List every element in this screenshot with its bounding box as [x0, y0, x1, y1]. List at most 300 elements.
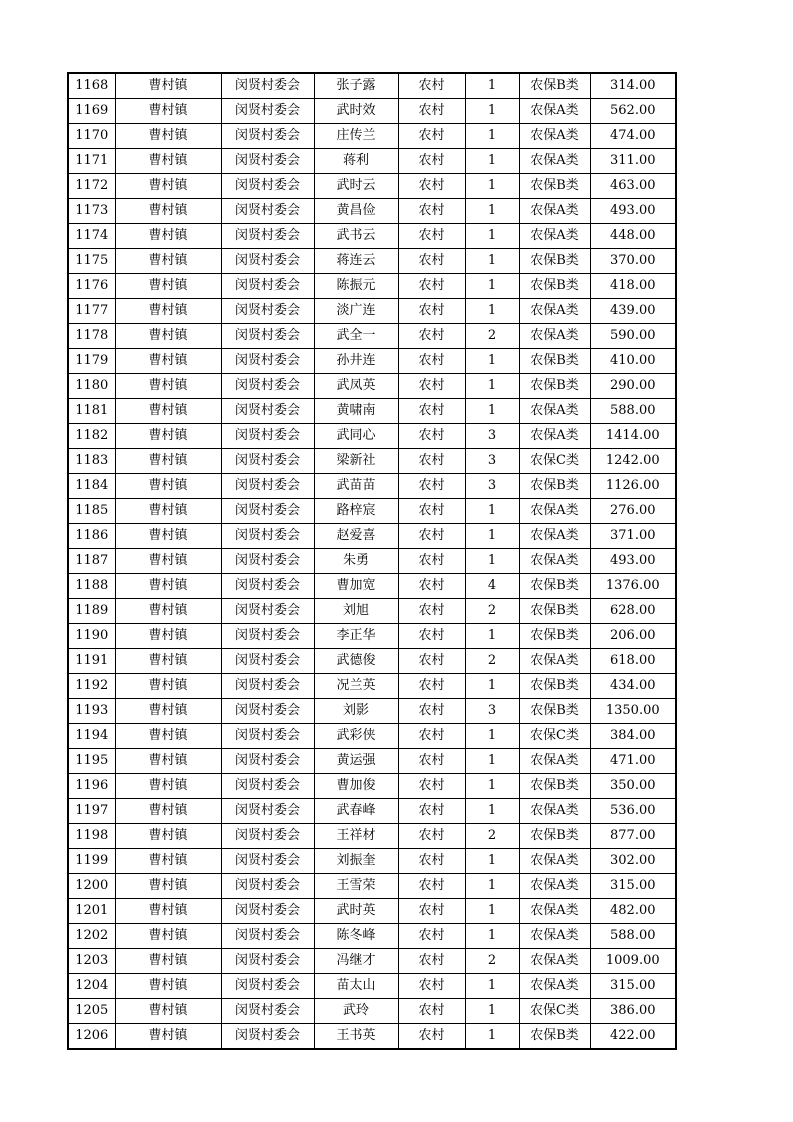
row-number-cell: 1169: [68, 99, 115, 124]
name-cell: 武玲: [314, 999, 398, 1024]
insurance-category-cell: 农保A类: [519, 799, 590, 824]
household-type-cell: 农村: [398, 749, 465, 774]
household-type-cell: 农村: [398, 124, 465, 149]
roster-body: [68, 73, 676, 1049]
table-row: [68, 349, 676, 374]
village-committee-cell: 闵贤村委会: [221, 749, 314, 774]
table-row: [68, 849, 676, 874]
town-cell: 曹村镇: [115, 924, 221, 949]
town-cell: 曹村镇: [115, 224, 221, 249]
town-cell: 曹村镇: [115, 574, 221, 599]
amount-cell: 493.00: [590, 549, 676, 574]
table-row: [68, 799, 676, 824]
row-number-cell: 1204: [68, 974, 115, 999]
row-number-cell: 1179: [68, 349, 115, 374]
amount-cell: 493.00: [590, 199, 676, 224]
table-row: [68, 249, 676, 274]
amount-cell: 482.00: [590, 899, 676, 924]
amount-cell: 1414.00: [590, 424, 676, 449]
village-committee-cell: 闵贤村委会: [221, 324, 314, 349]
village-committee-cell: 闵贤村委会: [221, 474, 314, 499]
person-count-cell: 2: [465, 649, 519, 674]
village-committee-cell: 闵贤村委会: [221, 174, 314, 199]
household-type-cell: 农村: [398, 599, 465, 624]
town-cell: 曹村镇: [115, 824, 221, 849]
insurance-category-cell: 农保B类: [519, 699, 590, 724]
table-row: [68, 549, 676, 574]
insurance-category-cell: 农保A类: [519, 849, 590, 874]
town-cell: 曹村镇: [115, 874, 221, 899]
town-cell: 曹村镇: [115, 699, 221, 724]
household-type-cell: 农村: [398, 799, 465, 824]
table-row: [68, 999, 676, 1024]
row-number-cell: 1171: [68, 149, 115, 174]
insurance-category-cell: 农保B类: [519, 474, 590, 499]
name-cell: 黄昌俭: [314, 199, 398, 224]
table-row: [68, 724, 676, 749]
amount-cell: 370.00: [590, 249, 676, 274]
town-cell: 曹村镇: [115, 174, 221, 199]
town-cell: 曹村镇: [115, 1024, 221, 1050]
person-count-cell: 1: [465, 624, 519, 649]
village-committee-cell: 闵贤村委会: [221, 949, 314, 974]
table-row: [68, 649, 676, 674]
person-count-cell: 1: [465, 524, 519, 549]
person-count-cell: 1: [465, 499, 519, 524]
table-row: [68, 149, 676, 174]
table-row: [68, 124, 676, 149]
household-type-cell: 农村: [398, 874, 465, 899]
household-type-cell: 农村: [398, 974, 465, 999]
amount-cell: 1009.00: [590, 949, 676, 974]
town-cell: 曹村镇: [115, 449, 221, 474]
town-cell: 曹村镇: [115, 199, 221, 224]
household-type-cell: 农村: [398, 424, 465, 449]
row-number-cell: 1186: [68, 524, 115, 549]
insurance-category-cell: 农保B类: [519, 174, 590, 199]
household-type-cell: 农村: [398, 999, 465, 1024]
household-type-cell: 农村: [398, 499, 465, 524]
household-type-cell: 农村: [398, 274, 465, 299]
name-cell: 武时英: [314, 899, 398, 924]
person-count-cell: 1: [465, 299, 519, 324]
name-cell: 武苗苗: [314, 474, 398, 499]
insurance-category-cell: 农保B类: [519, 599, 590, 624]
row-number-cell: 1200: [68, 874, 115, 899]
name-cell: 淡广连: [314, 299, 398, 324]
town-cell: 曹村镇: [115, 249, 221, 274]
insurance-category-cell: 农保C类: [519, 449, 590, 474]
row-number-cell: 1194: [68, 724, 115, 749]
table-row: [68, 474, 676, 499]
household-type-cell: 农村: [398, 899, 465, 924]
name-cell: 张子露: [314, 73, 398, 99]
table-row: [68, 899, 676, 924]
village-committee-cell: 闵贤村委会: [221, 99, 314, 124]
village-committee-cell: 闵贤村委会: [221, 799, 314, 824]
village-committee-cell: 闵贤村委会: [221, 824, 314, 849]
household-type-cell: 农村: [398, 524, 465, 549]
row-number-cell: 1193: [68, 699, 115, 724]
village-committee-cell: 闵贤村委会: [221, 574, 314, 599]
household-type-cell: 农村: [398, 574, 465, 599]
village-committee-cell: 闵贤村委会: [221, 899, 314, 924]
amount-cell: 536.00: [590, 799, 676, 824]
town-cell: 曹村镇: [115, 424, 221, 449]
household-type-cell: 农村: [398, 174, 465, 199]
name-cell: 陈冬峰: [314, 924, 398, 949]
table-row: [68, 699, 676, 724]
household-type-cell: 农村: [398, 349, 465, 374]
row-number-cell: 1187: [68, 549, 115, 574]
person-count-cell: 1: [465, 724, 519, 749]
insurance-category-cell: 农保A类: [519, 324, 590, 349]
amount-cell: 371.00: [590, 524, 676, 549]
amount-cell: 311.00: [590, 149, 676, 174]
name-cell: 武德俊: [314, 649, 398, 674]
household-type-cell: 农村: [398, 474, 465, 499]
table-row: [68, 574, 676, 599]
household-type-cell: 农村: [398, 299, 465, 324]
town-cell: 曹村镇: [115, 624, 221, 649]
name-cell: 武全一: [314, 324, 398, 349]
row-number-cell: 1185: [68, 499, 115, 524]
row-number-cell: 1188: [68, 574, 115, 599]
town-cell: 曹村镇: [115, 974, 221, 999]
insurance-category-cell: 农保C类: [519, 724, 590, 749]
insurance-category-cell: 农保C类: [519, 999, 590, 1024]
household-type-cell: 农村: [398, 549, 465, 574]
name-cell: 武时云: [314, 174, 398, 199]
name-cell: 曹加俊: [314, 774, 398, 799]
insurance-category-cell: 农保A类: [519, 124, 590, 149]
town-cell: 曹村镇: [115, 599, 221, 624]
town-cell: 曹村镇: [115, 99, 221, 124]
village-committee-cell: 闵贤村委会: [221, 849, 314, 874]
row-number-cell: 1197: [68, 799, 115, 824]
village-committee-cell: 闵贤村委会: [221, 499, 314, 524]
name-cell: 梁新社: [314, 449, 398, 474]
insurance-category-cell: 农保A类: [519, 924, 590, 949]
person-count-cell: 2: [465, 599, 519, 624]
village-committee-cell: 闵贤村委会: [221, 974, 314, 999]
amount-cell: 434.00: [590, 674, 676, 699]
amount-cell: 588.00: [590, 924, 676, 949]
village-committee-cell: 闵贤村委会: [221, 374, 314, 399]
row-number-cell: 1174: [68, 224, 115, 249]
amount-cell: 1350.00: [590, 699, 676, 724]
insurance-category-cell: 农保A类: [519, 299, 590, 324]
village-committee-cell: 闵贤村委会: [221, 674, 314, 699]
household-type-cell: 农村: [398, 249, 465, 274]
row-number-cell: 1198: [68, 824, 115, 849]
name-cell: 赵爱喜: [314, 524, 398, 549]
insurance-category-cell: 农保A类: [519, 424, 590, 449]
insurance-category-cell: 农保A类: [519, 199, 590, 224]
table-row: [68, 224, 676, 249]
table-row: [68, 274, 676, 299]
table-row: [68, 374, 676, 399]
table-row: [68, 1024, 676, 1050]
row-number-cell: 1170: [68, 124, 115, 149]
amount-cell: 628.00: [590, 599, 676, 624]
village-committee-cell: 闵贤村委会: [221, 524, 314, 549]
amount-cell: 618.00: [590, 649, 676, 674]
name-cell: 路梓宸: [314, 499, 398, 524]
household-type-cell: 农村: [398, 849, 465, 874]
amount-cell: 1242.00: [590, 449, 676, 474]
name-cell: 王雪荣: [314, 874, 398, 899]
insurance-category-cell: 农保B类: [519, 624, 590, 649]
household-type-cell: 农村: [398, 1024, 465, 1050]
household-type-cell: 农村: [398, 949, 465, 974]
village-committee-cell: 闵贤村委会: [221, 874, 314, 899]
insurance-category-cell: 农保B类: [519, 73, 590, 99]
person-count-cell: 1: [465, 124, 519, 149]
amount-cell: 562.00: [590, 99, 676, 124]
household-type-cell: 农村: [398, 199, 465, 224]
table-row: [68, 174, 676, 199]
town-cell: 曹村镇: [115, 499, 221, 524]
town-cell: 曹村镇: [115, 474, 221, 499]
row-number-cell: 1189: [68, 599, 115, 624]
name-cell: 武凤英: [314, 374, 398, 399]
village-committee-cell: 闵贤村委会: [221, 699, 314, 724]
person-count-cell: 1: [465, 849, 519, 874]
household-type-cell: 农村: [398, 924, 465, 949]
table-row: [68, 599, 676, 624]
person-count-cell: 1: [465, 1024, 519, 1050]
town-cell: 曹村镇: [115, 374, 221, 399]
table-row: [68, 949, 676, 974]
name-cell: 曹加宽: [314, 574, 398, 599]
table-row: [68, 824, 676, 849]
row-number-cell: 1201: [68, 899, 115, 924]
village-committee-cell: 闵贤村委会: [221, 199, 314, 224]
name-cell: 李正华: [314, 624, 398, 649]
household-type-cell: 农村: [398, 449, 465, 474]
name-cell: 武书云: [314, 224, 398, 249]
name-cell: 刘旭: [314, 599, 398, 624]
household-type-cell: 农村: [398, 674, 465, 699]
table-row: [68, 624, 676, 649]
amount-cell: 418.00: [590, 274, 676, 299]
amount-cell: 315.00: [590, 874, 676, 899]
name-cell: 蒋连云: [314, 249, 398, 274]
name-cell: 武春峰: [314, 799, 398, 824]
name-cell: 刘影: [314, 699, 398, 724]
town-cell: 曹村镇: [115, 299, 221, 324]
table-row: [68, 924, 676, 949]
name-cell: 武时效: [314, 99, 398, 124]
insurance-category-cell: 农保A类: [519, 149, 590, 174]
town-cell: 曹村镇: [115, 774, 221, 799]
name-cell: 刘振奎: [314, 849, 398, 874]
household-type-cell: 农村: [398, 224, 465, 249]
amount-cell: 448.00: [590, 224, 676, 249]
town-cell: 曹村镇: [115, 674, 221, 699]
household-type-cell: 农村: [398, 324, 465, 349]
table-row: [68, 73, 676, 99]
town-cell: 曹村镇: [115, 649, 221, 674]
amount-cell: 588.00: [590, 399, 676, 424]
insurance-category-cell: 农保A类: [519, 974, 590, 999]
person-count-cell: 1: [465, 224, 519, 249]
insurance-category-cell: 农保B类: [519, 774, 590, 799]
town-cell: 曹村镇: [115, 124, 221, 149]
name-cell: 苗太山: [314, 974, 398, 999]
insurance-category-cell: 农保A类: [519, 874, 590, 899]
village-committee-cell: 闵贤村委会: [221, 624, 314, 649]
amount-cell: 314.00: [590, 73, 676, 99]
insurance-category-cell: 农保A类: [519, 899, 590, 924]
person-count-cell: 3: [465, 474, 519, 499]
table-row: [68, 399, 676, 424]
person-count-cell: 3: [465, 424, 519, 449]
person-count-cell: 2: [465, 824, 519, 849]
amount-cell: 439.00: [590, 299, 676, 324]
person-count-cell: 1: [465, 349, 519, 374]
table-row: [68, 774, 676, 799]
town-cell: 曹村镇: [115, 799, 221, 824]
person-count-cell: 2: [465, 949, 519, 974]
town-cell: 曹村镇: [115, 73, 221, 99]
town-cell: 曹村镇: [115, 324, 221, 349]
row-number-cell: 1178: [68, 324, 115, 349]
village-committee-cell: 闵贤村委会: [221, 549, 314, 574]
name-cell: 冯继才: [314, 949, 398, 974]
town-cell: 曹村镇: [115, 549, 221, 574]
name-cell: 王书英: [314, 1024, 398, 1050]
row-number-cell: 1192: [68, 674, 115, 699]
person-count-cell: 1: [465, 274, 519, 299]
insurance-category-cell: 农保B类: [519, 674, 590, 699]
household-type-cell: 农村: [398, 724, 465, 749]
row-number-cell: 1190: [68, 624, 115, 649]
amount-cell: 302.00: [590, 849, 676, 874]
amount-cell: 386.00: [590, 999, 676, 1024]
person-count-cell: 1: [465, 899, 519, 924]
amount-cell: 350.00: [590, 774, 676, 799]
amount-cell: 422.00: [590, 1024, 676, 1050]
town-cell: 曹村镇: [115, 399, 221, 424]
village-committee-cell: 闵贤村委会: [221, 924, 314, 949]
person-count-cell: 1: [465, 799, 519, 824]
roster-table: [67, 72, 677, 1050]
village-committee-cell: 闵贤村委会: [221, 73, 314, 99]
village-committee-cell: 闵贤村委会: [221, 1024, 314, 1050]
row-number-cell: 1182: [68, 424, 115, 449]
household-type-cell: 农村: [398, 624, 465, 649]
household-type-cell: 农村: [398, 73, 465, 99]
household-type-cell: 农村: [398, 649, 465, 674]
row-number-cell: 1199: [68, 849, 115, 874]
household-type-cell: 农村: [398, 149, 465, 174]
row-number-cell: 1176: [68, 274, 115, 299]
insurance-category-cell: 农保A类: [519, 649, 590, 674]
row-number-cell: 1175: [68, 249, 115, 274]
town-cell: 曹村镇: [115, 724, 221, 749]
table-row: [68, 524, 676, 549]
amount-cell: 410.00: [590, 349, 676, 374]
village-committee-cell: 闵贤村委会: [221, 349, 314, 374]
name-cell: 庄传兰: [314, 124, 398, 149]
village-committee-cell: 闵贤村委会: [221, 649, 314, 674]
row-number-cell: 1196: [68, 774, 115, 799]
row-number-cell: 1206: [68, 1024, 115, 1050]
village-committee-cell: 闵贤村委会: [221, 399, 314, 424]
row-number-cell: 1195: [68, 749, 115, 774]
household-type-cell: 农村: [398, 699, 465, 724]
table-row: [68, 874, 676, 899]
name-cell: 陈振元: [314, 274, 398, 299]
person-count-cell: 1: [465, 549, 519, 574]
village-committee-cell: 闵贤村委会: [221, 449, 314, 474]
insurance-category-cell: 农保A类: [519, 749, 590, 774]
village-committee-cell: 闵贤村委会: [221, 224, 314, 249]
row-number-cell: 1183: [68, 449, 115, 474]
row-number-cell: 1173: [68, 199, 115, 224]
amount-cell: 474.00: [590, 124, 676, 149]
town-cell: 曹村镇: [115, 999, 221, 1024]
town-cell: 曹村镇: [115, 149, 221, 174]
town-cell: 曹村镇: [115, 349, 221, 374]
insurance-category-cell: 农保B类: [519, 274, 590, 299]
insurance-category-cell: 农保A类: [519, 399, 590, 424]
table-row: [68, 449, 676, 474]
amount-cell: 877.00: [590, 824, 676, 849]
town-cell: 曹村镇: [115, 524, 221, 549]
insurance-category-cell: 农保B类: [519, 1024, 590, 1050]
amount-cell: 1376.00: [590, 574, 676, 599]
amount-cell: 315.00: [590, 974, 676, 999]
person-count-cell: 1: [465, 999, 519, 1024]
person-count-cell: 1: [465, 199, 519, 224]
row-number-cell: 1180: [68, 374, 115, 399]
person-count-cell: 1: [465, 924, 519, 949]
insurance-category-cell: 农保A类: [519, 499, 590, 524]
person-count-cell: 1: [465, 149, 519, 174]
village-committee-cell: 闵贤村委会: [221, 724, 314, 749]
village-committee-cell: 闵贤村委会: [221, 999, 314, 1024]
person-count-cell: 3: [465, 449, 519, 474]
table-row: [68, 299, 676, 324]
household-type-cell: 农村: [398, 399, 465, 424]
table-row: [68, 424, 676, 449]
row-number-cell: 1203: [68, 949, 115, 974]
table-row: [68, 199, 676, 224]
name-cell: 黄运强: [314, 749, 398, 774]
table-row: [68, 749, 676, 774]
person-count-cell: 1: [465, 73, 519, 99]
household-type-cell: 农村: [398, 824, 465, 849]
person-count-cell: 1: [465, 99, 519, 124]
row-number-cell: 1205: [68, 999, 115, 1024]
household-type-cell: 农村: [398, 774, 465, 799]
name-cell: 况兰英: [314, 674, 398, 699]
town-cell: 曹村镇: [115, 274, 221, 299]
amount-cell: 206.00: [590, 624, 676, 649]
village-committee-cell: 闵贤村委会: [221, 299, 314, 324]
person-count-cell: 1: [465, 674, 519, 699]
amount-cell: 590.00: [590, 324, 676, 349]
amount-cell: 1126.00: [590, 474, 676, 499]
row-number-cell: 1181: [68, 399, 115, 424]
village-committee-cell: 闵贤村委会: [221, 424, 314, 449]
person-count-cell: 1: [465, 749, 519, 774]
table-row: [68, 674, 676, 699]
insurance-category-cell: 农保B类: [519, 824, 590, 849]
